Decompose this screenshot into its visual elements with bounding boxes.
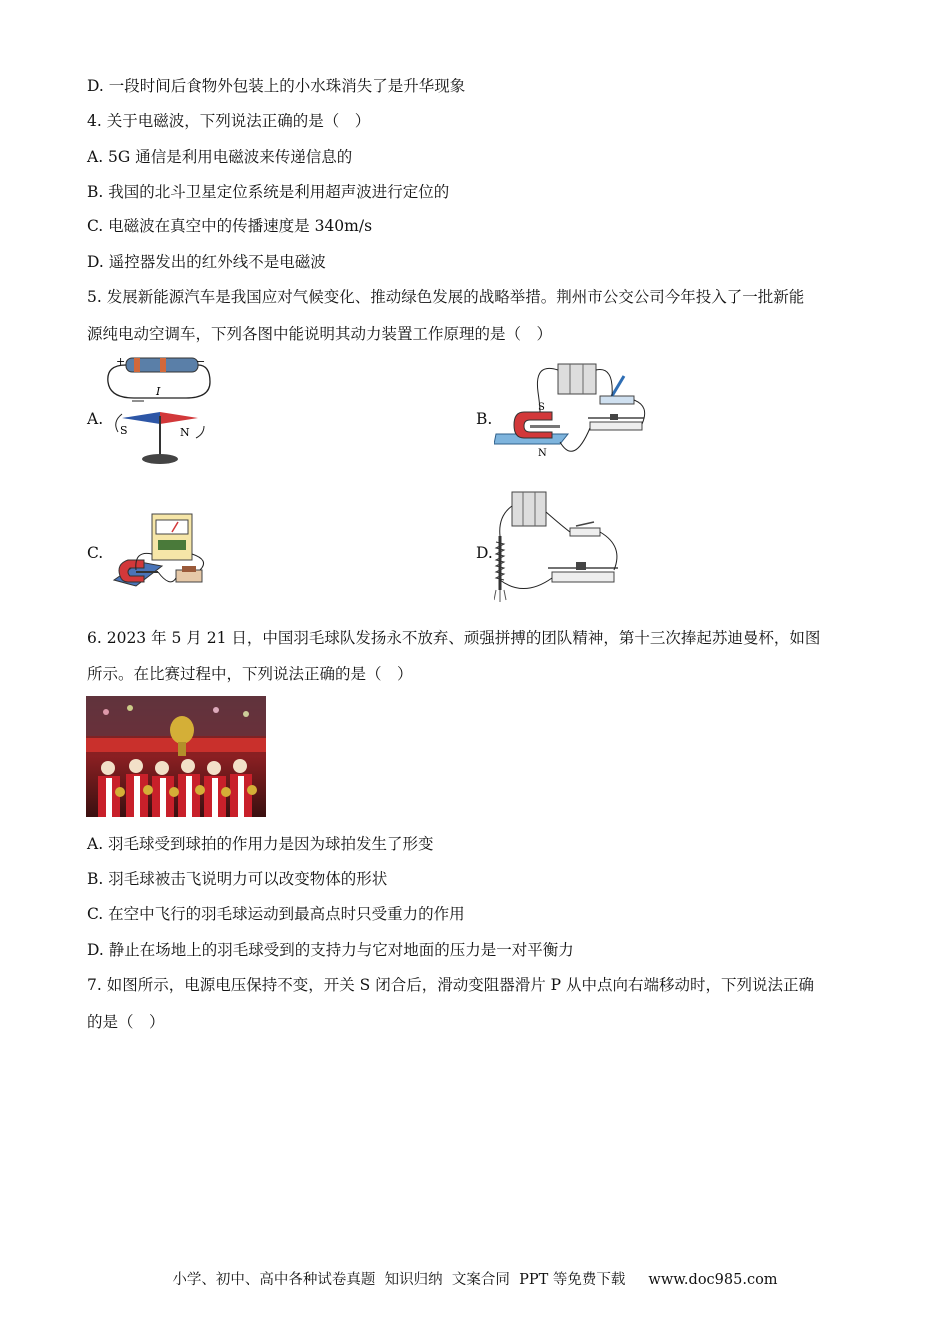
q7-stem-line1: 7. 如图所示，电源电压保持不变，开关 S 闭合后，滑动变阻器滑片 P 从中点向右端移动时，下列说法正确 (87, 976, 814, 994)
q5-figure-b-motor (494, 362, 650, 466)
q5-stem-line2: 源纯电动空调车，下列各图中能说明其动力装置工作原理的是（ ） (87, 325, 553, 343)
page-footer: 小学、初中、高中各种试卷真题 知识归纳 文案合同 PPT 等免费下载 www.doc985.com (172, 1272, 778, 1288)
fig-b-s-label: S (538, 402, 545, 413)
fig-a-plus: + (116, 355, 126, 368)
q4-option-c: C. 电磁波在真空中的传播速度是 340m/s (87, 217, 373, 235)
q4-option-b: B. 我国的北斗卫星定位系统是利用超声波进行定位的 (87, 183, 450, 201)
q6-photo-sudirman-cup (86, 696, 266, 817)
q6-option-a: A. 羽毛球受到球拍的作用力是因为球拍发生了形变 (87, 835, 434, 853)
q6-stem-line1: 6. 2023 年 5 月 21 日，中国羽毛球队发扬永不放弃、顽强拼搏的团队精神，第十三次捧起苏迪曼杯，如图 (87, 629, 821, 647)
q5-stem-line1: 5. 发展新能源汽车是我国应对气候变化、推动绿色发展的战略举措。荆州市公交公司今年投入了一批新能 (87, 288, 805, 306)
q4-option-d: D. 遥控器发出的红外线不是电磁波 (87, 253, 326, 271)
q4-stem: 4. 关于电磁波，下列说法正确的是（ ） (87, 112, 371, 130)
q5-option-d-label: D. (476, 544, 493, 562)
q3-option-d: D. 一段时间后食物外包装上的小水珠消失了是升华现象 (87, 77, 466, 95)
q5-figure-d-electromagnet (494, 486, 634, 606)
q6-option-b: B. 羽毛球被击飞说明力可以改变物体的形状 (87, 870, 388, 888)
q6-option-d: D. 静止在场地上的羽毛球受到的支持力与它对地面的压力是一对平衡力 (87, 941, 574, 959)
fig-a-n-label: N (180, 426, 190, 439)
q5-option-b-label: B. (476, 410, 493, 428)
fig-a-s-label: S (120, 424, 128, 437)
fig-b-n-label: N (538, 448, 547, 459)
q5-option-a-label: A. (87, 410, 104, 428)
q4-option-a: A. 5G 通信是利用电磁波来传递信息的 (87, 148, 353, 166)
fig-a-minus: − (196, 355, 206, 368)
q5-figure-c-induction (110, 510, 214, 600)
q7-stem-line2: 的是（ ） (87, 1013, 165, 1031)
q6-option-c: C. 在空中飞行的羽毛球运动到最高点时只受重力的作用 (87, 905, 465, 923)
q5-option-c-label: C. (87, 544, 104, 562)
q5-figure-a-oersted (104, 352, 216, 466)
fig-a-current-label: I (156, 385, 161, 398)
q6-stem-line2: 所示。在比赛过程中，下列说法正确的是（ ） (87, 665, 413, 683)
